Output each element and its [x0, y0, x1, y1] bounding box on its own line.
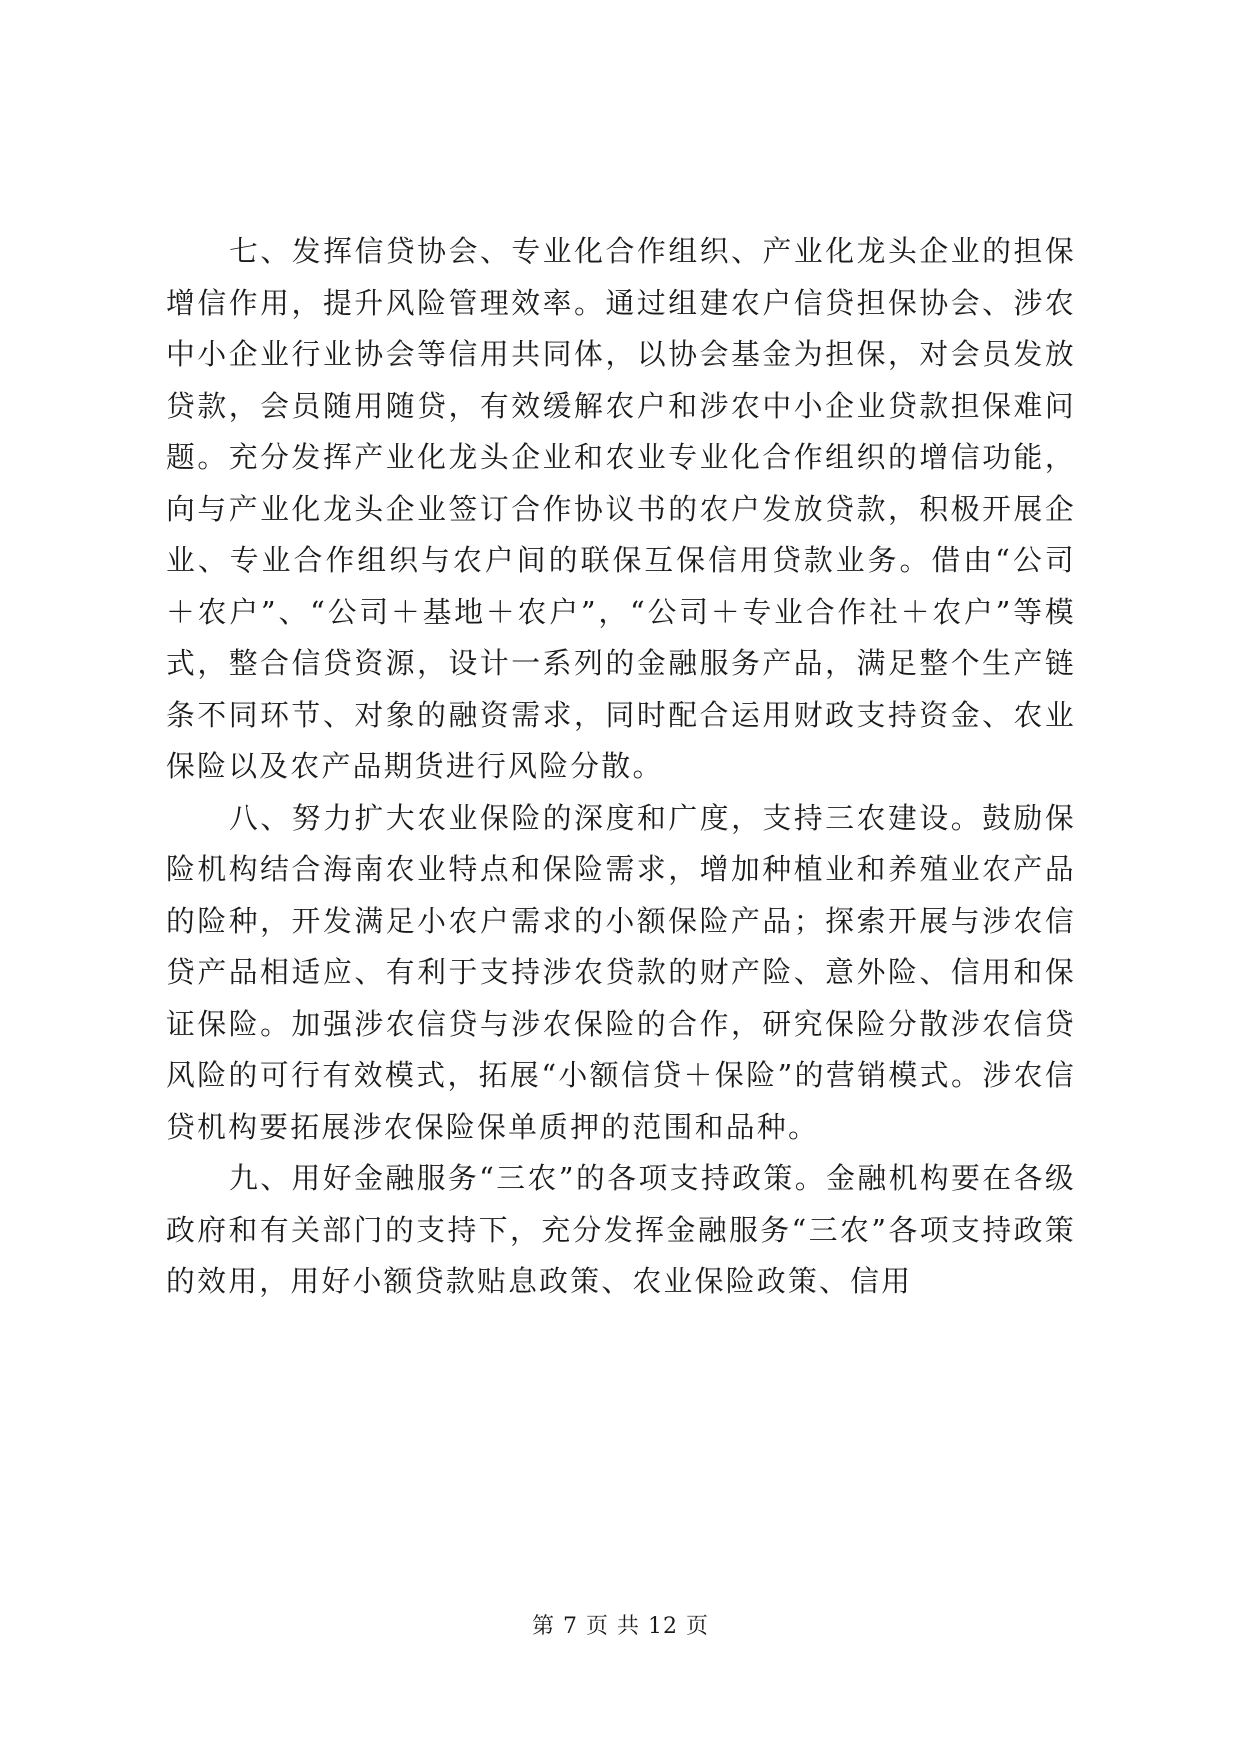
page-footer: 第 7 页 共 12 页 — [532, 1614, 709, 1639]
paragraph-seven: 七、发挥信贷协会、专业化合作组织、产业化龙头企业的担保增信作用，提升风险管理效率。通过组建农户信贷担保协会、涉农中小企业行业协会等信用共同体，以协会基金为担保，对会员发放贷款，会员随用随贷，有效缓解农户和涉农中小企业贷款担保难问题。充分发挥产业化龙头企业和农业专业化合作组织的增信功能，向与产业化龙头企业签订合作协议书的农户发放贷款，积极开展企业、专业合作组织与农户间的联保互保信用贷款业务。借由“公司＋农户”、“公司＋基地＋农户”，“公司＋专业合作社＋农户”等模式，整合信贷资源，设计一系列的金融服务产品，满足整个生产链条不同环节、对象的融资需求，同时配合运用财政支持资金、农业保险以及农产品期货进行风险分散。 — [166, 234, 1076, 783]
paragraph-nine: 九、用好金融服务“三农”的各项支持政策。金融机构要在各级政府和有关部门的支持下，充分发挥金融服务“三农”各项支持政策的效用，用好小额贷款贴息政策、农业保险政策、信用 — [166, 1161, 1076, 1298]
document-body — [166, 226, 1076, 1308]
paragraph-eight: 八、努力扩大农业保险的深度和广度，支持三农建设。鼓励保险机构结合海南农业特点和保险需求，增加种植业和养殖业农产品的险种，开发满足小农户需求的小额保险产品；探索开展与涉农信贷产品相适应、有利于支持涉农贷款的财产险、意外险、信用和保证保险。加强涉农信贷与涉农保险的合作，研究保险分散涉农信贷风险的可行有效模式，拓展“小额信贷＋保险”的营销模式。涉农信贷机构要拓展涉农保险保单质押的范围和品种。 — [166, 800, 1076, 1144]
